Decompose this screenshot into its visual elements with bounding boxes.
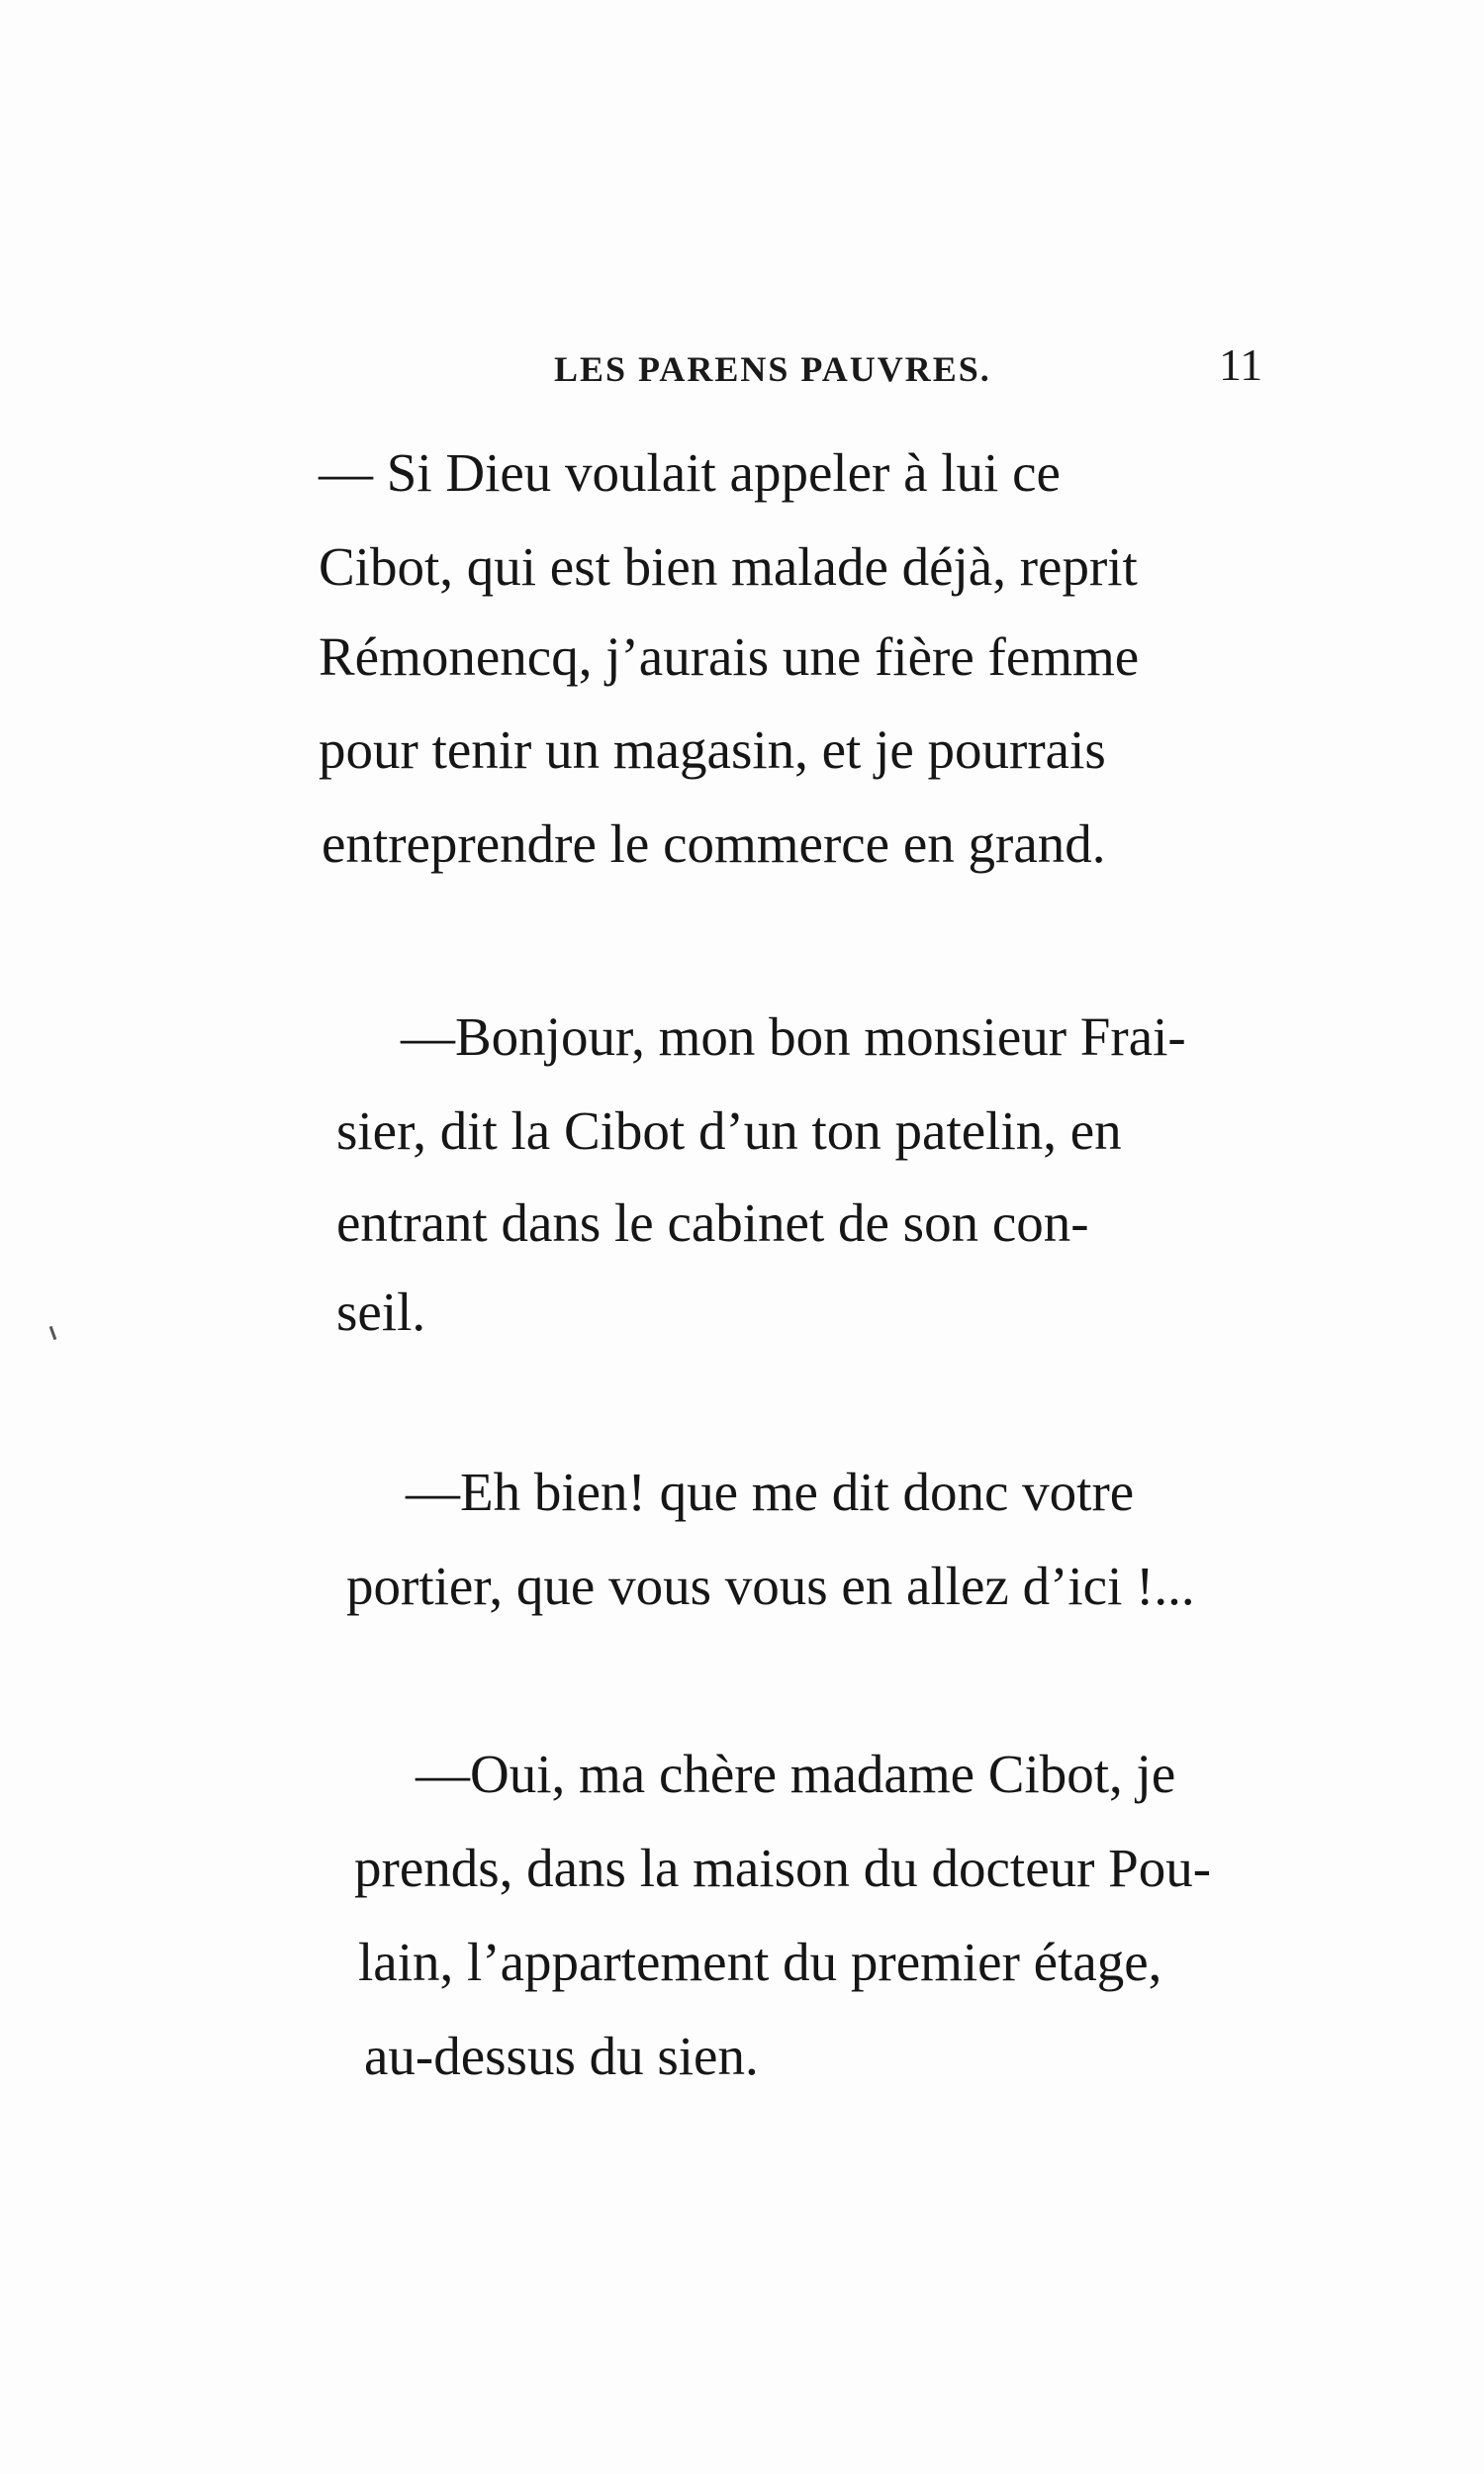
text-line: —Bonjour, mon bon monsieur Frai- xyxy=(401,1006,1186,1067)
text-line: lain, l’appartement du premier étage, xyxy=(358,1932,1162,1992)
stray-ink-mark xyxy=(49,1326,57,1340)
text-line: —Oui, ma chère madame Cibot, je xyxy=(416,1744,1176,1804)
text-line: Rémonencq, j’aurais une fière femme xyxy=(319,626,1140,687)
text-line: entreprendre le commerce en grand. xyxy=(322,813,1106,874)
text-line: prends, dans la maison du docteur Pou- xyxy=(354,1838,1212,1898)
text-line: — Si Dieu voulait appeler à lui ce xyxy=(319,442,1061,503)
running-title: LES PARENS PAUVRES. xyxy=(554,349,991,389)
text-line: —Eh bien! que me dit donc votre xyxy=(406,1462,1135,1522)
text-line: Cibot, qui est bien malade déjà, reprit xyxy=(319,536,1138,597)
text-line: au-dessus du sien. xyxy=(364,2026,759,2086)
text-line: sier, dit la Cibot d’un ton patelin, en xyxy=(336,1100,1122,1161)
text-line: portier, que vous vous en allez d’ici !... xyxy=(346,1556,1195,1616)
page-number: 11 xyxy=(1219,339,1263,390)
text-line: seil. xyxy=(336,1282,426,1342)
text-line: pour tenir un magasin, et je pourrais xyxy=(319,719,1106,780)
text-line: entrant dans le cabinet de son con- xyxy=(336,1192,1089,1253)
